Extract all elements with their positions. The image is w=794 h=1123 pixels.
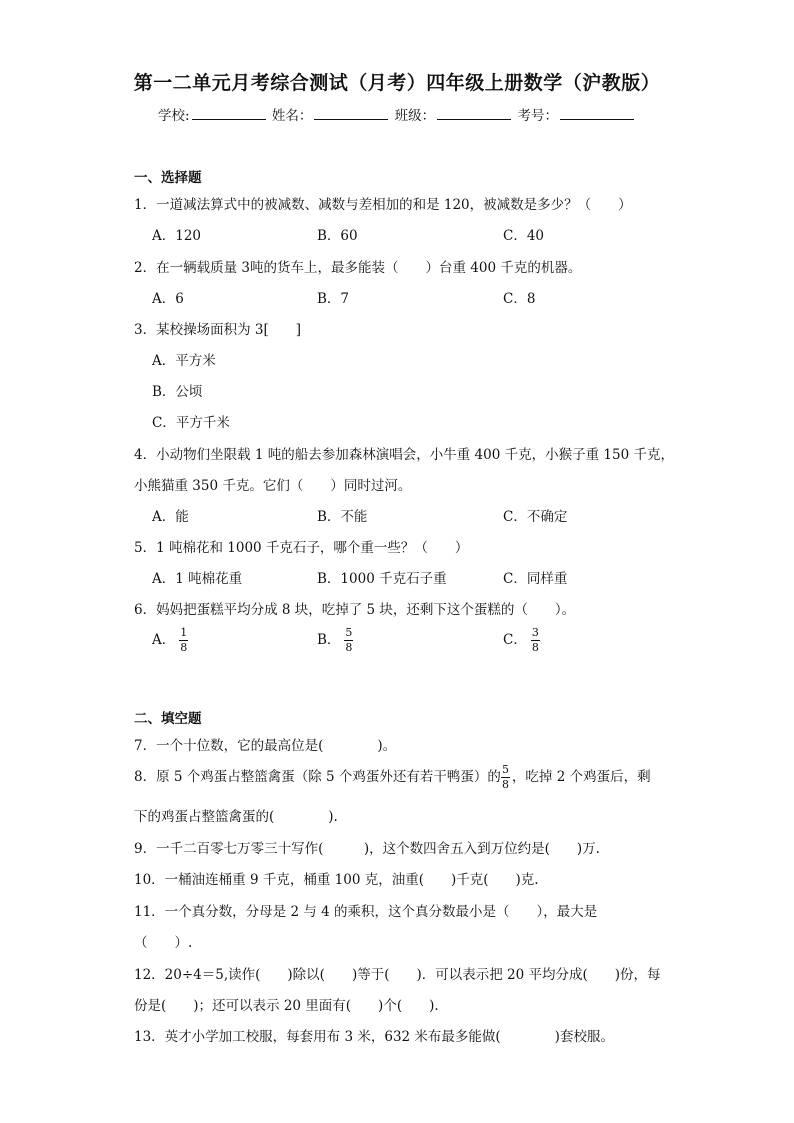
q5-option-c: C．同样重 xyxy=(503,571,568,587)
q4-option-c: C．不确定 xyxy=(503,509,568,525)
question-9: 9．一千二百零七万零三十写作( )，这个数四舍五入到万位约是( )万. xyxy=(134,841,600,857)
q6-option-b-fraction xyxy=(344,627,353,654)
q2-option-b: B．7 xyxy=(317,291,350,307)
question-4-line-1: 4．小动物们坐限载 1 吨的船去参加森林演唱会，小牛重 400 千克，小猴子重 150 千克， xyxy=(134,447,674,463)
class-label: 班级： xyxy=(394,108,436,124)
q2-option-c: C．8 xyxy=(503,291,536,307)
school-label: 学校: xyxy=(158,108,190,124)
question-12-line-2: 份是( )；还可以表示 20 里面有( )个( ). xyxy=(134,998,439,1014)
question-6: 6．妈妈把蛋糕平均分成 8 块，吃掉了 5 块，还剩下这个蛋糕的（ ）。 xyxy=(134,602,576,618)
question-1: 1．一道减法算式中的被减数、减数与差相加的和是 120，被减数是多少？（ ） xyxy=(134,197,632,213)
q6-option-a-fraction xyxy=(179,627,188,654)
question-7: 7．一个十位数，它的最高位是( )。 xyxy=(134,738,397,754)
q3-option-b: B．公顷 xyxy=(152,384,203,400)
question-4-line-2: 小熊猫重 350 千克。它们（ ）同时过河。 xyxy=(134,478,412,494)
question-12-line-1: 12．20÷4＝5,读作( )除以( )等于( )．可以表示把 20 平均分成( )份，每 xyxy=(134,967,661,983)
section-heading-choice: 一、选择题 xyxy=(134,170,202,186)
q4-option-a: A．能 xyxy=(152,509,189,525)
q6-option-c-label: C． xyxy=(503,632,527,648)
fraction-denominator: 8 xyxy=(531,641,539,654)
q6-option-a-label: A． xyxy=(152,632,176,648)
fraction-numerator: 1 xyxy=(180,626,188,639)
question-10: 10．一桶油连桶重 9 千克，桶重 100 克，油重( )千克( )克. xyxy=(134,872,539,888)
q3-option-a: A．平方米 xyxy=(152,353,216,369)
q3-option-c: C．平方千米 xyxy=(152,415,230,431)
question-13: 13．英才小学加工校服，每套用布 3 米，632 米布最多能做( )套校服。 xyxy=(134,1029,614,1045)
q8-text-before-fraction: 8．原 5 个鸡蛋占整篮禽蛋（除 5 个鸡蛋外还有若干鸭蛋）的 xyxy=(134,769,501,785)
question-3: 3．某校操场面积为 3[ ] xyxy=(134,322,302,338)
fraction-denominator: 8 xyxy=(180,641,188,654)
exam-number-label: 考号： xyxy=(517,108,558,124)
q8-fraction xyxy=(501,764,510,791)
exam-number-blank[interactable] xyxy=(560,107,634,120)
page-title: 第一二单元月考综合测试（月考）四年级上册数学（沪教版） xyxy=(133,72,661,94)
q6-option-c xyxy=(503,627,540,654)
fraction-numerator: 5 xyxy=(501,763,509,776)
q1-option-a: A．120 xyxy=(152,228,202,244)
question-5: 5．1 吨棉花和 1000 千克石子，哪个重一些？（ ） xyxy=(134,540,469,556)
q6-option-a xyxy=(152,627,188,654)
fraction-denominator: 8 xyxy=(501,778,509,791)
question-11-line-2: （ ）. xyxy=(134,935,193,951)
q1-option-c: C．40 xyxy=(503,228,545,244)
q6-option-c-fraction xyxy=(531,627,540,654)
question-8-line-1 xyxy=(134,764,651,791)
fraction-denominator: 8 xyxy=(345,641,353,654)
question-8-line-2: 下的鸡蛋占整篮禽蛋的( ). xyxy=(134,809,338,825)
q1-option-b: B．60 xyxy=(317,228,358,244)
fraction-numerator: 3 xyxy=(531,626,539,639)
name-blank[interactable] xyxy=(314,107,388,120)
q8-text-after-fraction: ，吃掉 2 个鸡蛋后，剩 xyxy=(511,769,651,785)
q6-option-b xyxy=(317,627,353,654)
q2-option-a: A．6 xyxy=(152,291,184,307)
q4-option-b: B．不能 xyxy=(317,509,368,525)
name-label: 姓名： xyxy=(271,108,313,124)
fraction-numerator: 5 xyxy=(345,626,353,639)
question-2: 2．在一辆载质量 3吨的货车上，最多能装（ ）台重 400 千克的机器。 xyxy=(134,260,582,276)
section-heading-fill-in: 二、填空题 xyxy=(134,711,202,727)
q5-option-a: A．1 吨棉花重 xyxy=(152,571,243,587)
student-info-line xyxy=(0,104,794,124)
question-11-line-1: 11．一个真分数，分母是 2 与 4 的乘积，这个真分数最小是（ ），最大是 xyxy=(134,904,598,920)
q6-option-b-label: B． xyxy=(317,632,341,648)
school-blank[interactable] xyxy=(192,107,266,120)
q5-option-b: B．1000 千克石子重 xyxy=(317,571,447,587)
class-blank[interactable] xyxy=(437,107,511,120)
